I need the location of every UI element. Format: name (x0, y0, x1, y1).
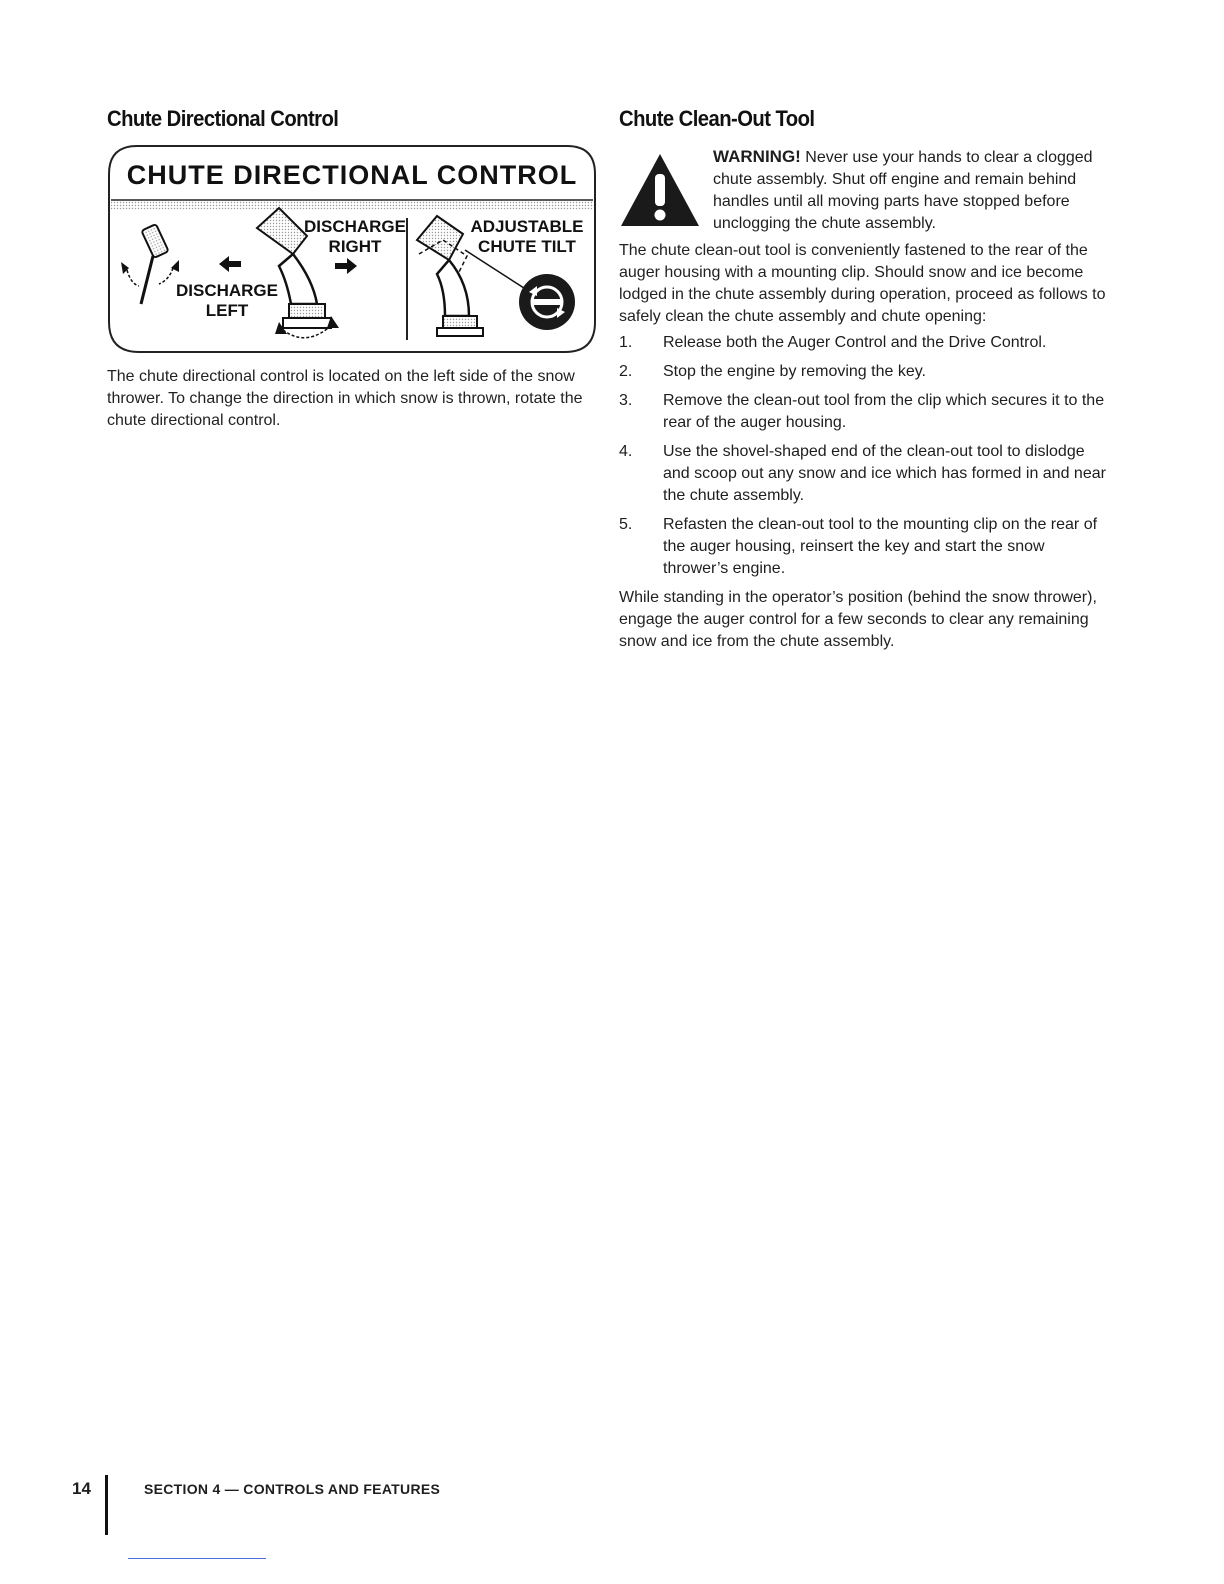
chute-directional-paragraph: The chute directional control is located on the left side of the snow thrower. To change the direction in which snow is thrown, rotate the chute directional control. (107, 368, 583, 429)
step-number: 3. (619, 392, 633, 409)
warning-text (713, 146, 1111, 235)
step-number: 2. (619, 363, 633, 380)
discharge-right-line2: RIGHT (328, 237, 382, 256)
clean-out-intro: The chute clean-out tool is conveniently fastened to the rear of the auger housing with a mounting clip. Should snow and ice become lodged in the chute assembly during operation, proceed as follows to safely clean the chute assembly and chute opening: (619, 242, 1106, 325)
discharge-right-line1: DISCHARGE (303, 217, 407, 236)
footer-divider (105, 1475, 108, 1535)
chute-directional-control-heading: Chute Directional Control (107, 106, 339, 131)
step-text: Remove the clean-out tool from the clip which secures it to the rear of the auger housing. (663, 392, 1105, 431)
tilt-knob-icon (519, 274, 575, 330)
step-text: Stop the engine by removing the key. (663, 363, 926, 380)
clean-out-outro: While standing in the operator’s position (behind the snow thrower), engage the auger control for a few seconds to clear any remaining snow and ice from the chute assembly. (619, 589, 1097, 650)
arrow-left-icon (219, 256, 241, 272)
adjustable-line2: CHUTE TILT (478, 237, 576, 256)
warning-body: Never use your hands to clear a clogged chute assembly. Shut off engine and remain behind handles until all moving parts have stopped before unclogging the chute assembly. (713, 149, 1093, 232)
step-number: 1. (619, 334, 633, 351)
chute-clean-out-heading: Chute Clean-Out Tool (619, 106, 815, 131)
step-number: 4. (619, 443, 633, 460)
step-text: Refasten the clean-out tool to the mounting clip on the rear of the auger housing, reinsert the key and start the snow thrower’s engine. (663, 516, 1098, 577)
warning-block (619, 146, 1111, 236)
step-number: 5. (619, 516, 633, 533)
right-column (619, 104, 1111, 650)
step-text: Release both the Auger Control and the Drive Control. (663, 334, 1047, 351)
adjustable-line1: ADJUSTABLE (470, 217, 584, 236)
discharge-left-line2: LEFT (205, 301, 249, 320)
link-underline (128, 1558, 266, 1559)
page-number: 14 (72, 1479, 91, 1498)
warning-triangle-icon (619, 152, 701, 228)
list-item (619, 514, 1111, 580)
section-label: SECTION 4 — CONTROLS AND FEATURES (144, 1481, 441, 1497)
list-item (619, 361, 1111, 383)
list-item (619, 390, 1111, 434)
chute-directional-control-decal (107, 144, 597, 356)
decal-title: CHUTE DIRECTIONAL CONTROL (126, 160, 578, 190)
list-item (619, 441, 1111, 507)
step-text: Use the shovel-shaped end of the clean-out tool to dislodge and scoop out any snow and ice which has formed in and near the chute assembly. (663, 443, 1106, 504)
clean-out-steps (619, 332, 1111, 587)
arrow-right-icon (335, 258, 357, 274)
discharge-left-line1: DISCHARGE (175, 281, 279, 300)
list-item (619, 332, 1111, 354)
left-column (107, 104, 597, 429)
warning-label: WARNING! (713, 147, 801, 166)
control-lever-icon (121, 224, 179, 304)
